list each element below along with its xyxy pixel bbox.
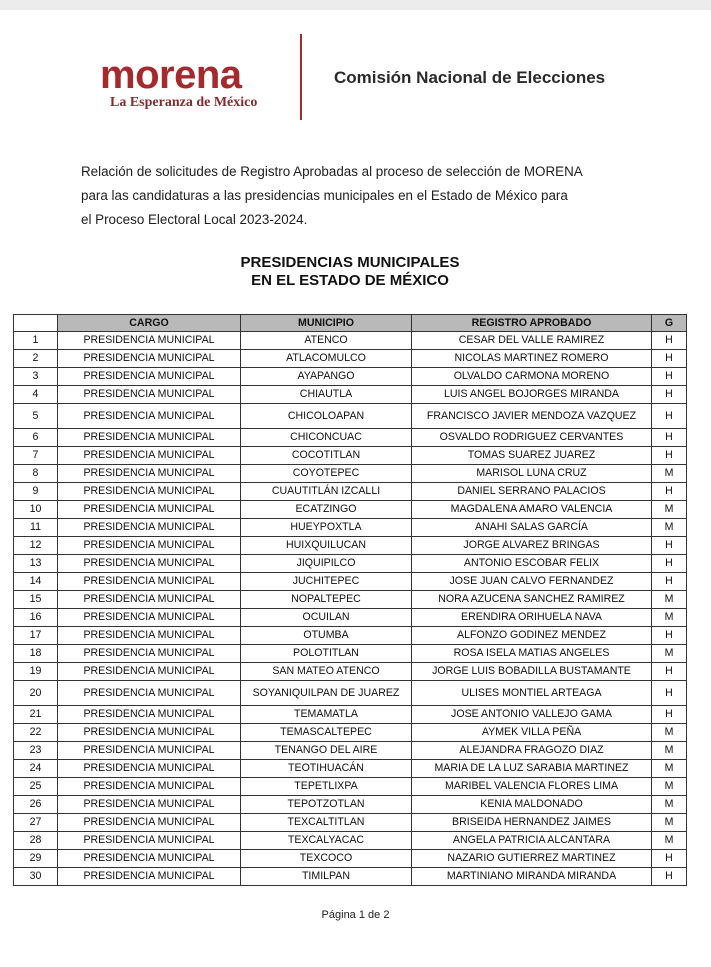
cell-n: 21 (14, 706, 58, 724)
table-row (14, 778, 687, 796)
cell-registro: ERENDIRA ORIHUELA NAVA (412, 609, 652, 627)
cell-municipio: POLOTITLAN (241, 645, 412, 663)
header-number (14, 315, 58, 332)
cell-municipio: JIQUIPILCO (241, 555, 412, 573)
cell-cargo: PRESIDENCIA MUNICIPAL (58, 645, 241, 663)
cell-g: M (652, 778, 687, 796)
cell-cargo: PRESIDENCIA MUNICIPAL (58, 681, 241, 706)
cell-n: 17 (14, 627, 58, 645)
document-header (0, 10, 711, 130)
cell-registro: CESAR DEL VALLE RAMIREZ (412, 332, 652, 350)
cell-registro: MARTINIANO MIRANDA MIRANDA (412, 868, 652, 886)
cell-cargo: PRESIDENCIA MUNICIPAL (58, 724, 241, 742)
cell-n: 14 (14, 573, 58, 591)
table-row (14, 404, 687, 429)
cell-cargo: PRESIDENCIA MUNICIPAL (58, 465, 241, 483)
cell-n: 28 (14, 832, 58, 850)
table-row (14, 724, 687, 742)
cell-registro: ULISES MONTIEL ARTEAGA (412, 681, 652, 706)
cell-municipio: ECATZINGO (241, 501, 412, 519)
table-row (14, 332, 687, 350)
cell-g: H (652, 537, 687, 555)
table-row (14, 350, 687, 368)
cell-cargo: PRESIDENCIA MUNICIPAL (58, 591, 241, 609)
table-row (14, 447, 687, 465)
cell-registro: FRANCISCO JAVIER MENDOZA VAZQUEZ (412, 404, 652, 429)
cell-g: H (652, 332, 687, 350)
cell-municipio: COYOTEPEC (241, 465, 412, 483)
cell-g: M (652, 796, 687, 814)
cell-g: M (652, 465, 687, 483)
table-row (14, 850, 687, 868)
cell-cargo: PRESIDENCIA MUNICIPAL (58, 850, 241, 868)
cell-g: M (652, 501, 687, 519)
cell-cargo: PRESIDENCIA MUNICIPAL (58, 501, 241, 519)
table-row (14, 868, 687, 886)
cell-n: 23 (14, 742, 58, 760)
cell-g: M (652, 760, 687, 778)
cell-municipio: NOPALTEPEC (241, 591, 412, 609)
table-row (14, 681, 687, 706)
cell-registro: ANGELA PATRICIA ALCANTARA (412, 832, 652, 850)
table-row (14, 627, 687, 645)
cell-cargo: PRESIDENCIA MUNICIPAL (58, 404, 241, 429)
cell-registro: NICOLAS MARTINEZ ROMERO (412, 350, 652, 368)
table-row (14, 591, 687, 609)
table-row (14, 663, 687, 681)
cell-g: H (652, 868, 687, 886)
cell-municipio: CHICOLOAPAN (241, 404, 412, 429)
cell-n: 12 (14, 537, 58, 555)
cell-n: 6 (14, 429, 58, 447)
cell-cargo: PRESIDENCIA MUNICIPAL (58, 742, 241, 760)
table-row (14, 519, 687, 537)
registrations-table (13, 314, 687, 886)
cell-n: 18 (14, 645, 58, 663)
cell-g: H (652, 386, 687, 404)
cell-registro: BRISEIDA HERNANDEZ JAIMES (412, 814, 652, 832)
cell-g: H (652, 350, 687, 368)
cell-n: 29 (14, 850, 58, 868)
cell-g: H (652, 404, 687, 429)
cell-cargo: PRESIDENCIA MUNICIPAL (58, 627, 241, 645)
cell-n: 13 (14, 555, 58, 573)
section-title-line-1: PRESIDENCIAS MUNICIPALES (240, 254, 460, 271)
cell-g: H (652, 368, 687, 386)
cell-municipio: TEXCOCO (241, 850, 412, 868)
cell-cargo: PRESIDENCIA MUNICIPAL (58, 778, 241, 796)
table-row (14, 796, 687, 814)
cell-g: H (652, 555, 687, 573)
cell-municipio: TEXCALTITLAN (241, 814, 412, 832)
commission-title: Comisión Nacional de Elecciones (334, 68, 606, 87)
cell-g: H (652, 429, 687, 447)
cell-g: M (652, 742, 687, 760)
cell-cargo: PRESIDENCIA MUNICIPAL (58, 483, 241, 501)
cell-registro: JORGE LUIS BOBADILLA BUSTAMANTE (412, 663, 652, 681)
cell-cargo: PRESIDENCIA MUNICIPAL (58, 429, 241, 447)
cell-cargo: PRESIDENCIA MUNICIPAL (58, 609, 241, 627)
table-row (14, 609, 687, 627)
cell-g: H (652, 663, 687, 681)
cell-registro: OSVALDO RODRIGUEZ CERVANTES (412, 429, 652, 447)
cell-municipio: SOYANIQUILPAN DE JUAREZ (241, 681, 412, 706)
cell-n: 19 (14, 663, 58, 681)
table-row (14, 555, 687, 573)
cell-registro: KENIA MALDONADO (412, 796, 652, 814)
cell-cargo: PRESIDENCIA MUNICIPAL (58, 519, 241, 537)
cell-municipio: OCUILAN (241, 609, 412, 627)
table-body (14, 332, 687, 886)
cell-g: M (652, 519, 687, 537)
document-page (0, 10, 711, 967)
section-title (200, 254, 500, 290)
table-row (14, 742, 687, 760)
cell-registro: JOSE JUAN CALVO FERNANDEZ (412, 573, 652, 591)
cell-n: 4 (14, 386, 58, 404)
table-row (14, 501, 687, 519)
cell-n: 8 (14, 465, 58, 483)
cell-cargo: PRESIDENCIA MUNICIPAL (58, 537, 241, 555)
cell-n: 30 (14, 868, 58, 886)
cell-registro: OLVALDO CARMONA MORENO (412, 368, 652, 386)
cell-n: 26 (14, 796, 58, 814)
cell-municipio: HUEYPOXTLA (241, 519, 412, 537)
intro-line-1: Relación de solicitudes de Registro Aprobadas al proceso de selección de MORENA (81, 164, 583, 179)
cell-registro: JOSE ANTONIO VALLEJO GAMA (412, 706, 652, 724)
cell-municipio: HUIXQUILUCAN (241, 537, 412, 555)
cell-cargo: PRESIDENCIA MUNICIPAL (58, 368, 241, 386)
cell-n: 24 (14, 760, 58, 778)
cell-registro: MARIBEL VALENCIA FLORES LIMA (412, 778, 652, 796)
cell-g: M (652, 724, 687, 742)
cell-municipio: TEPETLIXPA (241, 778, 412, 796)
cell-cargo: PRESIDENCIA MUNICIPAL (58, 760, 241, 778)
cell-registro: LUIS ANGEL BOJORGES MIRANDA (412, 386, 652, 404)
table-row (14, 832, 687, 850)
cell-cargo: PRESIDENCIA MUNICIPAL (58, 386, 241, 404)
cell-g: H (652, 681, 687, 706)
table-row (14, 483, 687, 501)
cell-registro: NAZARIO GUTIERREZ MARTINEZ (412, 850, 652, 868)
cell-n: 10 (14, 501, 58, 519)
header-divider (300, 34, 302, 120)
table-row (14, 537, 687, 555)
table-row (14, 814, 687, 832)
cell-registro: NORA AZUCENA SANCHEZ RAMIREZ (412, 591, 652, 609)
cell-municipio: TEOTIHUACÁN (241, 760, 412, 778)
cell-registro: TOMAS SUAREZ JUAREZ (412, 447, 652, 465)
table-row (14, 760, 687, 778)
table-row (14, 706, 687, 724)
cell-cargo: PRESIDENCIA MUNICIPAL (58, 868, 241, 886)
cell-municipio: ATENCO (241, 332, 412, 350)
intro-line-2: para las candidaturas a las presidencias municipales en el Estado de México para (81, 188, 568, 203)
table-header-row (14, 315, 687, 332)
cell-n: 5 (14, 404, 58, 429)
cell-g: H (652, 483, 687, 501)
cell-cargo: PRESIDENCIA MUNICIPAL (58, 706, 241, 724)
cell-municipio: TEMASCALTEPEC (241, 724, 412, 742)
cell-municipio: TEXCALYACAC (241, 832, 412, 850)
header-registro: REGISTRO APROBADO (412, 315, 652, 332)
cell-cargo: PRESIDENCIA MUNICIPAL (58, 555, 241, 573)
page-number: Página 1 de 2 (321, 909, 390, 921)
cell-n: 27 (14, 814, 58, 832)
table-row (14, 465, 687, 483)
table-row (14, 429, 687, 447)
cell-g: H (652, 850, 687, 868)
cell-municipio: OTUMBA (241, 627, 412, 645)
header-gender: G (652, 315, 687, 332)
section-title-line-2: EN EL ESTADO DE MÉXICO (251, 272, 449, 289)
cell-g: M (652, 645, 687, 663)
cell-cargo: PRESIDENCIA MUNICIPAL (58, 663, 241, 681)
cell-g: H (652, 627, 687, 645)
cell-municipio: COCOTITLAN (241, 447, 412, 465)
cell-municipio: CHICONCUAC (241, 429, 412, 447)
cell-municipio: TEMAMATLA (241, 706, 412, 724)
header-cargo: CARGO (58, 315, 241, 332)
cell-cargo: PRESIDENCIA MUNICIPAL (58, 350, 241, 368)
cell-registro: ANAHI SALAS GARCÍA (412, 519, 652, 537)
cell-registro: ANTONIO ESCOBAR FELIX (412, 555, 652, 573)
cell-g: H (652, 573, 687, 591)
cell-cargo: PRESIDENCIA MUNICIPAL (58, 814, 241, 832)
cell-g: M (652, 814, 687, 832)
cell-registro: MARISOL LUNA CRUZ (412, 465, 652, 483)
cell-municipio: JUCHITEPEC (241, 573, 412, 591)
cell-g: M (652, 591, 687, 609)
cell-municipio: TEPOTZOTLAN (241, 796, 412, 814)
cell-n: 16 (14, 609, 58, 627)
cell-municipio: AYAPANGO (241, 368, 412, 386)
cell-n: 9 (14, 483, 58, 501)
table-row (14, 386, 687, 404)
cell-registro: ALEJANDRA FRAGOZO DIAZ (412, 742, 652, 760)
cell-registro: MARIA DE LA LUZ SARABIA MARTINEZ (412, 760, 652, 778)
cell-n: 2 (14, 350, 58, 368)
cell-registro: MAGDALENA AMARO VALENCIA (412, 501, 652, 519)
cell-n: 11 (14, 519, 58, 537)
cell-g: H (652, 447, 687, 465)
cell-municipio: CHIAUTLA (241, 386, 412, 404)
morena-logo: morena (100, 53, 242, 97)
cell-municipio: ATLACOMULCO (241, 350, 412, 368)
cell-g: M (652, 832, 687, 850)
table-row (14, 573, 687, 591)
cell-municipio: SAN MATEO ATENCO (241, 663, 412, 681)
table-row (14, 368, 687, 386)
cell-cargo: PRESIDENCIA MUNICIPAL (58, 832, 241, 850)
cell-registro: AYMEK VILLA PEÑA (412, 724, 652, 742)
header-municipio: MUNICIPIO (241, 315, 412, 332)
cell-municipio: TIMILPAN (241, 868, 412, 886)
cell-n: 1 (14, 332, 58, 350)
cell-g: M (652, 609, 687, 627)
cell-n: 7 (14, 447, 58, 465)
intro-paragraph (81, 160, 641, 232)
cell-g: H (652, 706, 687, 724)
cell-cargo: PRESIDENCIA MUNICIPAL (58, 796, 241, 814)
cell-n: 20 (14, 681, 58, 706)
cell-cargo: PRESIDENCIA MUNICIPAL (58, 447, 241, 465)
cell-municipio: TENANGO DEL AIRE (241, 742, 412, 760)
cell-registro: ROSA ISELA MATIAS ANGELES (412, 645, 652, 663)
cell-n: 15 (14, 591, 58, 609)
cell-n: 25 (14, 778, 58, 796)
cell-n: 3 (14, 368, 58, 386)
cell-cargo: PRESIDENCIA MUNICIPAL (58, 332, 241, 350)
table-row (14, 645, 687, 663)
cell-registro: JORGE ALVAREZ BRINGAS (412, 537, 652, 555)
cell-cargo: PRESIDENCIA MUNICIPAL (58, 573, 241, 591)
cell-registro: ALFONZO GODINEZ MENDEZ (412, 627, 652, 645)
cell-municipio: CUAUTITLÁN IZCALLI (241, 483, 412, 501)
intro-line-3: el Proceso Electoral Local 2023-2024. (81, 212, 308, 227)
cell-registro: DANIEL SERRANO PALACIOS (412, 483, 652, 501)
cell-n: 22 (14, 724, 58, 742)
logo-tagline: La Esperanza de México (110, 95, 258, 110)
